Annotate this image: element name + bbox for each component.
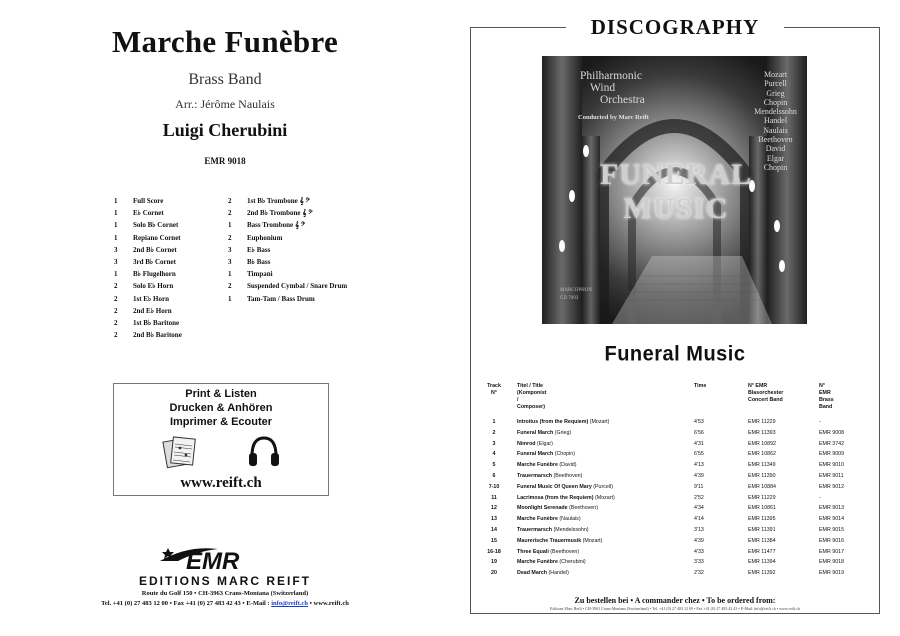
track-title: Trauermarsch [517, 472, 553, 479]
track-emr-concert-band: EMR 11394 [748, 559, 776, 566]
track-composer: (Naulais) [559, 516, 581, 523]
track-title-cell [517, 505, 598, 511]
album-cover-title-line2: MUSIC [623, 192, 729, 225]
publisher-email-link[interactable]: info@reift.ch [271, 600, 309, 607]
track-time: 2'52 [694, 494, 704, 501]
track-emr-brass-band: EMR 9009 [819, 451, 845, 458]
track-time: 4'53 [694, 419, 704, 425]
instrument-row [228, 234, 347, 246]
track-title-cell [517, 441, 553, 447]
track-composer: (Mendelssohn) [553, 526, 589, 533]
album-record-label [560, 287, 592, 303]
track-emr-concert-band: EMR 11391 [748, 526, 776, 533]
track-composer: (Beethoven) [569, 505, 598, 512]
album-composer-name: Mendelssohn [754, 107, 797, 117]
instrument-name: 2nd E♭ Horn [133, 306, 172, 315]
track-title-cell [517, 570, 569, 576]
track-composer: (Beethoven) [553, 472, 583, 479]
album-composer-name: Chopin [763, 162, 788, 172]
publisher-address: Route du Golf 150 • CH-3963 Crans-Montana (Switzerland) [141, 590, 309, 597]
instrument-list-left [114, 197, 182, 343]
instrument-name: 2nd B♭ Baritone [133, 331, 182, 340]
instrument-count: 2 [228, 233, 232, 242]
instrument-name: Bass Trombone 𝄞 𝄢 [247, 221, 306, 230]
instrument-count: 3 [114, 257, 118, 266]
track-emr-brass-band: EMR 9014 [819, 516, 845, 523]
track-time: 4'13 [694, 462, 704, 469]
track-title-cell [517, 559, 586, 565]
track-composer: (Beethoven) [550, 548, 580, 555]
discography-heading: DISCOGRAPHY [566, 15, 784, 40]
instrument-count: 2 [228, 209, 232, 218]
album-label-line1: MARCOPHON [560, 288, 592, 293]
instrument-row [114, 319, 182, 331]
track-title-cell [517, 516, 581, 522]
track-composer: (Chopin) [554, 451, 576, 458]
track-time: 6'55 [694, 451, 704, 458]
instrument-count: 3 [114, 245, 118, 254]
instrument-name: 1st B♭ Trombone 𝄞 𝄢 [247, 197, 310, 205]
track-title-cell [517, 538, 602, 544]
track-emr-concert-band: EMR 11392 [748, 570, 776, 577]
instrument-count: 1 [228, 270, 232, 279]
instrument-name: Euphonium [247, 233, 283, 242]
track-emr-concert-band: EMR 11395 [748, 516, 776, 523]
instrument-row [114, 295, 182, 307]
track-composer: (Grieg) [554, 429, 572, 436]
instrument-name: B♭ Flugelhorn [133, 270, 176, 279]
instrument-name: Suspended Cymbal / Snare Drum [247, 282, 348, 291]
publisher-name: EDITIONS MARC REIFT [139, 574, 311, 588]
album-cover-title [576, 158, 776, 226]
instrument-name: 3rd B♭ Cornet [133, 257, 176, 266]
track-emr-concert-band: EMR 11393 [748, 429, 776, 436]
track-title: Lacrimosa (from the Requiem) [517, 494, 594, 501]
score-composer: Luigi Cherubini [162, 120, 288, 140]
track-emr-concert-band: EMR 11477 [748, 548, 776, 555]
instrument-name: Repiano Cornet [133, 233, 181, 242]
track-title: Marche Funèbre [517, 462, 558, 469]
instrument-name: Full Score [133, 197, 164, 205]
track-title: Moonlight Serenade [517, 505, 568, 512]
instrument-count: 1 [114, 233, 118, 242]
track-emr-brass-band: EMR 9008 [819, 429, 845, 436]
track-number: 6 [492, 472, 496, 479]
track-emr-brass-band: EMR 9010 [819, 462, 845, 469]
track-number: 7-10 [488, 483, 500, 490]
score-title: Marche Funèbre [111, 24, 339, 59]
album-orchestra-line: Wind [590, 82, 616, 94]
instrument-count: 1 [114, 270, 118, 279]
instrument-row [114, 197, 182, 209]
track-number: 16-18 [487, 548, 501, 555]
instrument-count: 1 [114, 197, 118, 205]
album-composer-name: Mozart [763, 70, 788, 79]
album-composer-name: Beethoven [758, 135, 793, 145]
col-emr-brass-band: N° EMR Brass Band [819, 383, 834, 410]
order-info: Zu bestellen bei • A commander chez • To be ordered from: [574, 596, 776, 605]
col-track: Track N° [487, 383, 501, 396]
instrument-row [228, 282, 347, 294]
instrument-name: Solo B♭ Cornet [133, 221, 179, 230]
track-emr-brass-band: EMR 9012 [819, 483, 845, 490]
instrument-count: 2 [114, 318, 118, 327]
instrument-row [114, 209, 182, 221]
score-arranger: Arr.: Jérôme Naulais [175, 97, 275, 111]
instrument-count: 2 [228, 197, 232, 205]
track-title-cell [517, 527, 589, 533]
track-time: 4'31 [694, 440, 704, 447]
track-time: 4'33 [694, 548, 704, 555]
instrument-name: E♭ Cornet [133, 209, 164, 218]
promo-line-3: Imprimer & Ecouter [169, 416, 273, 428]
instrument-count: 1 [228, 221, 232, 230]
instrument-name: Tam-Tam / Bass Drum [247, 294, 315, 303]
instrument-row [114, 331, 182, 343]
instrument-name: Solo E♭ Horn [133, 282, 174, 291]
instrument-row [228, 295, 347, 307]
score-catalog-number: EMR 9018 [204, 156, 246, 166]
instrument-row [228, 209, 347, 221]
track-emr-concert-band: EMR 10884 [748, 483, 776, 490]
track-number: 20 [491, 570, 497, 577]
instrument-count: 3 [228, 245, 232, 254]
track-emr-concert-band: EMR 11229 [748, 419, 776, 425]
publisher-phone-fax: Tel. +41 (0) 27 483 12 00 • Fax +41 (0) 27 483 42 43 • E-Mail : [101, 600, 272, 607]
track-emr-brass-band: EMR 9016 [819, 537, 845, 544]
album-title: Funeral Music [604, 342, 746, 366]
sheet-music-icon [162, 434, 198, 470]
track-time: 4'34 [694, 505, 704, 512]
album-composer-name: Chopin [763, 97, 788, 107]
track-emr-concert-band: EMR 10892 [748, 440, 776, 447]
track-number: 3 [492, 440, 496, 447]
track-number: 1 [492, 419, 496, 425]
instrument-count: 1 [114, 221, 118, 230]
track-title: Maurerische Trauermusik [517, 537, 582, 544]
track-title: Introitus (from the Requiem) [517, 419, 589, 425]
track-number: 2 [492, 429, 496, 436]
album-orchestra [580, 70, 645, 106]
track-composer: (Handel) [548, 570, 569, 577]
instrument-row [228, 221, 347, 233]
track-emr-concert-band: EMR 11229 [748, 494, 776, 501]
track-composer: (David) [559, 462, 577, 469]
album-composer-name: Grieg [766, 88, 785, 98]
track-number: 19 [491, 559, 497, 566]
track-title-cell [517, 462, 576, 468]
track-title-cell [517, 430, 571, 436]
track-emr-brass-band: EMR 9019 [819, 570, 845, 577]
track-number: 12 [491, 505, 497, 512]
album-cover [542, 56, 807, 324]
track-title-cell [517, 473, 582, 479]
track-emr-brass-band: - [819, 494, 821, 501]
instrument-name: 2nd B♭ Trombone 𝄞 𝄢 [247, 209, 313, 218]
emr-logo-icon [158, 543, 278, 573]
instrument-name: 1st B♭ Baritone [133, 318, 180, 327]
track-title-cell [517, 495, 615, 501]
album-orchestra-line: Philharmonic [580, 70, 642, 82]
instrument-row [228, 246, 347, 258]
track-time: 3'33 [694, 559, 704, 566]
col-title: Titel / Title (Komponist / Composer) [517, 383, 547, 410]
instrument-row [114, 221, 182, 233]
track-emr-concert-band: EMR 10861 [748, 505, 776, 512]
track-composer: (Elgar) [537, 440, 553, 447]
instrument-row [228, 258, 347, 270]
instrument-row [114, 246, 182, 258]
track-time: 4'39 [694, 537, 704, 544]
track-title: Funeral March [517, 429, 554, 436]
instrument-row [114, 307, 182, 319]
track-composer: (Cherubini) [559, 559, 586, 566]
track-title: Marche Funèbre [517, 516, 558, 523]
track-time: 4'14 [694, 516, 704, 523]
instrument-name: B♭ Bass [247, 257, 271, 266]
track-emr-brass-band: EMR 9018 [819, 559, 845, 566]
instrument-count: 2 [114, 331, 118, 340]
track-number: 5 [492, 462, 496, 469]
track-title: Nimrod [517, 440, 536, 447]
col-emr-concert-band: N° EMR Blasorchester Concert Band [748, 383, 784, 403]
instrument-row [228, 197, 347, 209]
track-composer: (Mozart) [595, 494, 615, 501]
track-emr-brass-band: EMR 9015 [819, 526, 845, 533]
instrument-row [114, 270, 182, 282]
track-composer: (Mozart) [589, 419, 610, 425]
track-time: 2'32 [694, 570, 704, 577]
publisher-website: • www.reift.ch [308, 600, 349, 607]
track-number: 13 [491, 516, 497, 523]
album-composer-name: Naulais [763, 125, 788, 135]
album-composer-name: Purcell [764, 79, 787, 89]
instrument-count: 1 [228, 294, 232, 303]
promo-line-2: Drucken & Anhören [169, 402, 273, 414]
album-orchestra-line: Orchestra [600, 94, 645, 106]
track-time: 9'11 [694, 483, 704, 490]
album-label-line2: CD 7093 [560, 296, 579, 301]
track-composer: (Mozart) [582, 537, 603, 544]
track-title-cell [517, 419, 609, 425]
track-title: Dead March [517, 570, 548, 577]
track-emr-brass-band: EMR 9011 [819, 472, 844, 479]
track-number: 11 [491, 494, 497, 501]
track-title: Funeral March [517, 451, 554, 458]
track-emr-brass-band: EMR 9017 [819, 548, 845, 555]
instrument-row [228, 270, 347, 282]
track-emr-brass-band: - [819, 419, 821, 425]
instrument-row [114, 282, 182, 294]
instrument-name: Timpani [247, 270, 273, 279]
track-title-cell [517, 451, 575, 457]
publisher-contact [0, 600, 450, 607]
instrument-count: 3 [228, 257, 232, 266]
emr-logo-text: EMR [186, 548, 240, 573]
album-composer-list [748, 70, 803, 172]
instrument-row [114, 258, 182, 270]
track-emr-brass-band: EMR 9013 [819, 505, 845, 512]
track-title: Marche Funèbre [517, 559, 558, 566]
headphones-icon [247, 434, 281, 470]
track-title: Three Equali [517, 548, 549, 555]
track-title-cell [517, 484, 613, 490]
track-time: 3'13 [694, 526, 704, 533]
track-number: 14 [491, 526, 497, 533]
track-number: 15 [491, 537, 497, 544]
promo-line-1: Print & Listen [185, 388, 257, 400]
track-title-cell [517, 549, 579, 555]
album-composer-name: Elgar [766, 153, 785, 163]
col-time: Time [694, 383, 707, 389]
instrument-list-right [228, 197, 347, 307]
track-title: Trauermarsch [517, 526, 553, 533]
track-emr-concert-band: EMR 11349 [748, 462, 776, 469]
instrument-count: 2 [114, 306, 118, 315]
instrument-name: 2nd B♭ Cornet [133, 245, 177, 254]
instrument-name: 1st E♭ Horn [133, 294, 169, 303]
instrument-name: E♭ Bass [247, 245, 271, 254]
track-emr-concert-band: EMR 11390 [748, 472, 776, 479]
print-listen-promo [113, 383, 329, 496]
track-emr-brass-band: EMR 3742 [819, 440, 845, 447]
score-subtitle: Brass Band [188, 71, 262, 88]
track-title: Funeral Music Of Queen Mary [517, 483, 592, 490]
instrument-count: 2 [114, 294, 118, 303]
track-time: 4'39 [694, 472, 704, 479]
album-conductor: Conducted by Marc Reift [578, 114, 649, 121]
album-composer-name: David [765, 144, 786, 154]
promo-website[interactable]: www.reift.ch [180, 475, 262, 491]
album-composer-name: Handel [763, 116, 788, 126]
album-cover-title-line1: FUNERAL [599, 158, 752, 191]
track-time: 6'56 [694, 429, 704, 436]
track-composer: (Purcell) [593, 483, 613, 490]
track-emr-concert-band: EMR 10862 [748, 451, 776, 458]
instrument-count: 2 [114, 282, 118, 291]
track-emr-concert-band: EMR 11384 [748, 537, 776, 544]
instrument-count: 1 [114, 209, 118, 218]
track-number: 4 [492, 451, 496, 458]
instrument-count: 2 [228, 282, 232, 291]
instrument-row [114, 234, 182, 246]
order-fine-print: Editions Marc Reift • CH-3963 Crans-Montana (Switzerland) • Tel. +41 (0) 27 483 12 00 • Fax +41 (0) 27 483 42 43 • E-Mail: info@reift.ch • www.reift.ch [550, 606, 800, 611]
